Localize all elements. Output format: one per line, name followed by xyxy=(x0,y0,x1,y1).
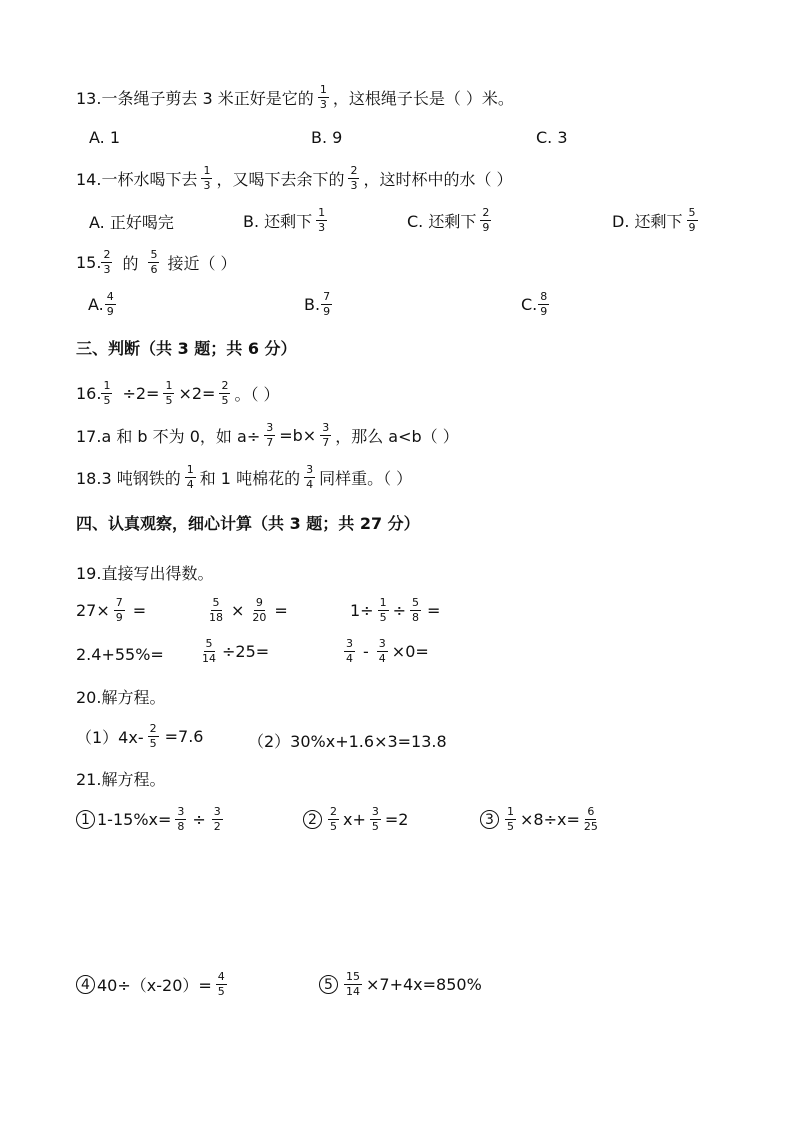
q15-option-c: C. $\frac{8}{9}$ xyxy=(521,290,548,318)
q15-stem: 15. $\frac{2}{3}$ 的 $\frac{5}{6}$ 接近（ ） xyxy=(76,248,237,276)
q21-problem-4: 4 40÷（x-20）= $\frac{4}{5}$ xyxy=(76,971,231,998)
q13-option-a: A. 1 xyxy=(89,128,121,147)
circled-number-4: 4 xyxy=(76,975,95,994)
q20-title: 20.解方程。 xyxy=(76,688,166,707)
q19-expr-1: 27× $\frac{7}{9}$ = xyxy=(76,596,147,624)
q14-text-c: ，这时杯中的水（ ） xyxy=(363,170,513,189)
q18-stem: 18.3 吨钢铁的 $\frac{1}{4}$ 和 1 吨棉花的 $\frac{3}{4}$ 同样重。（ ） xyxy=(76,463,413,491)
q14-option-b: B. 还剩下 $\frac{1}{3}$ xyxy=(243,206,326,234)
q14-stem xyxy=(76,165,513,192)
q19-expr-2: $\frac{5}{18}$ × $\frac{9}{20}$ = xyxy=(209,596,288,624)
section-3-heading: 三、判断（共 3 题；共 6 分） xyxy=(76,339,297,358)
q14-option-a: A. 正好喝完 xyxy=(89,213,174,232)
q20-problem-1: （1）4x- $\frac{2}{5}$ =7.6 xyxy=(76,722,204,750)
section-4-heading: 四、认真观察，细心计算（共 3 题；共 27 分） xyxy=(76,514,420,533)
q15-fraction-1: $\frac{2}{3}$ xyxy=(103,248,111,276)
q21-problem-2: 2 $\frac{2}{5}$ x+ $\frac{3}{5}$ =2 xyxy=(303,806,408,833)
q21-problem-5: 5 $\frac{15}{14}$ ×7+4x=850% xyxy=(319,971,482,998)
q13-fraction: $\frac{1}{3}$ xyxy=(319,83,327,111)
q17-stem: 17.a 和 b 不为 0，如 a÷ $\frac{3}{7}$ =b× $\frac{3}{7}$ ，那么 a<b（ ） xyxy=(76,421,459,449)
circled-number-3: 3 xyxy=(480,810,499,829)
q14-option-d: D. 还剩下 $\frac{5}{9}$ xyxy=(612,206,696,234)
q15-fraction-2: $\frac{5}{6}$ xyxy=(150,248,158,276)
q16-stem: 16. $\frac{1}{5}$ ÷2= $\frac{1}{5}$ ×2= $\frac{2}{5}$ 。（ ） xyxy=(76,379,280,407)
q20-problem-2: （2）30%x+1.6×3=13.8 xyxy=(248,732,447,751)
circled-number-2: 2 xyxy=(303,810,322,829)
q15-option-b: B. $\frac{7}{9}$ xyxy=(304,290,331,318)
q14-fraction-1: $\frac{1}{3}$ xyxy=(203,164,211,192)
q14-text-a: 14.一杯水喝下去 xyxy=(76,170,198,189)
q19-title: 19.直接写出得数。 xyxy=(76,564,214,583)
q13-stem xyxy=(76,84,514,111)
q15-option-a: A. $\frac{4}{9}$ xyxy=(88,290,114,318)
q13-option-c: C. 3 xyxy=(536,128,568,147)
q21-problem-1: 1 1-15%x= $\frac{3}{8}$ ÷ $\frac{3}{2}$ xyxy=(76,806,227,833)
q19-expr-6: $\frac{3}{4}$ - $\frac{3}{4}$ ×0= xyxy=(346,637,429,665)
q21-problem-3: 3 $\frac{1}{5}$ ×8÷x= $\frac{6}{25}$ xyxy=(480,806,602,833)
q13-text-a: 13.一条绳子剪去 3 米正好是它的 xyxy=(76,89,314,108)
q14-option-c: C. 还剩下 $\frac{2}{9}$ xyxy=(407,206,490,234)
q14-fraction-2: $\frac{2}{3}$ xyxy=(350,164,358,192)
circled-number-1: 1 xyxy=(76,810,95,829)
q13-text-b: ，这根绳子长是（ ）米。 xyxy=(332,89,514,108)
q19-expr-5: $\frac{5}{14}$ ÷25= xyxy=(202,637,270,665)
q19-expr-4: 2.4+55%= xyxy=(76,645,164,664)
q13-option-b: B. 9 xyxy=(311,128,343,147)
circled-number-5: 5 xyxy=(319,975,338,994)
q14-text-b: ，又喝下去余下的 xyxy=(216,170,345,189)
q19-expr-3: 1÷ $\frac{1}{5}$ ÷ $\frac{5}{8}$ = xyxy=(350,596,441,624)
q21-title: 21.解方程。 xyxy=(76,770,166,789)
